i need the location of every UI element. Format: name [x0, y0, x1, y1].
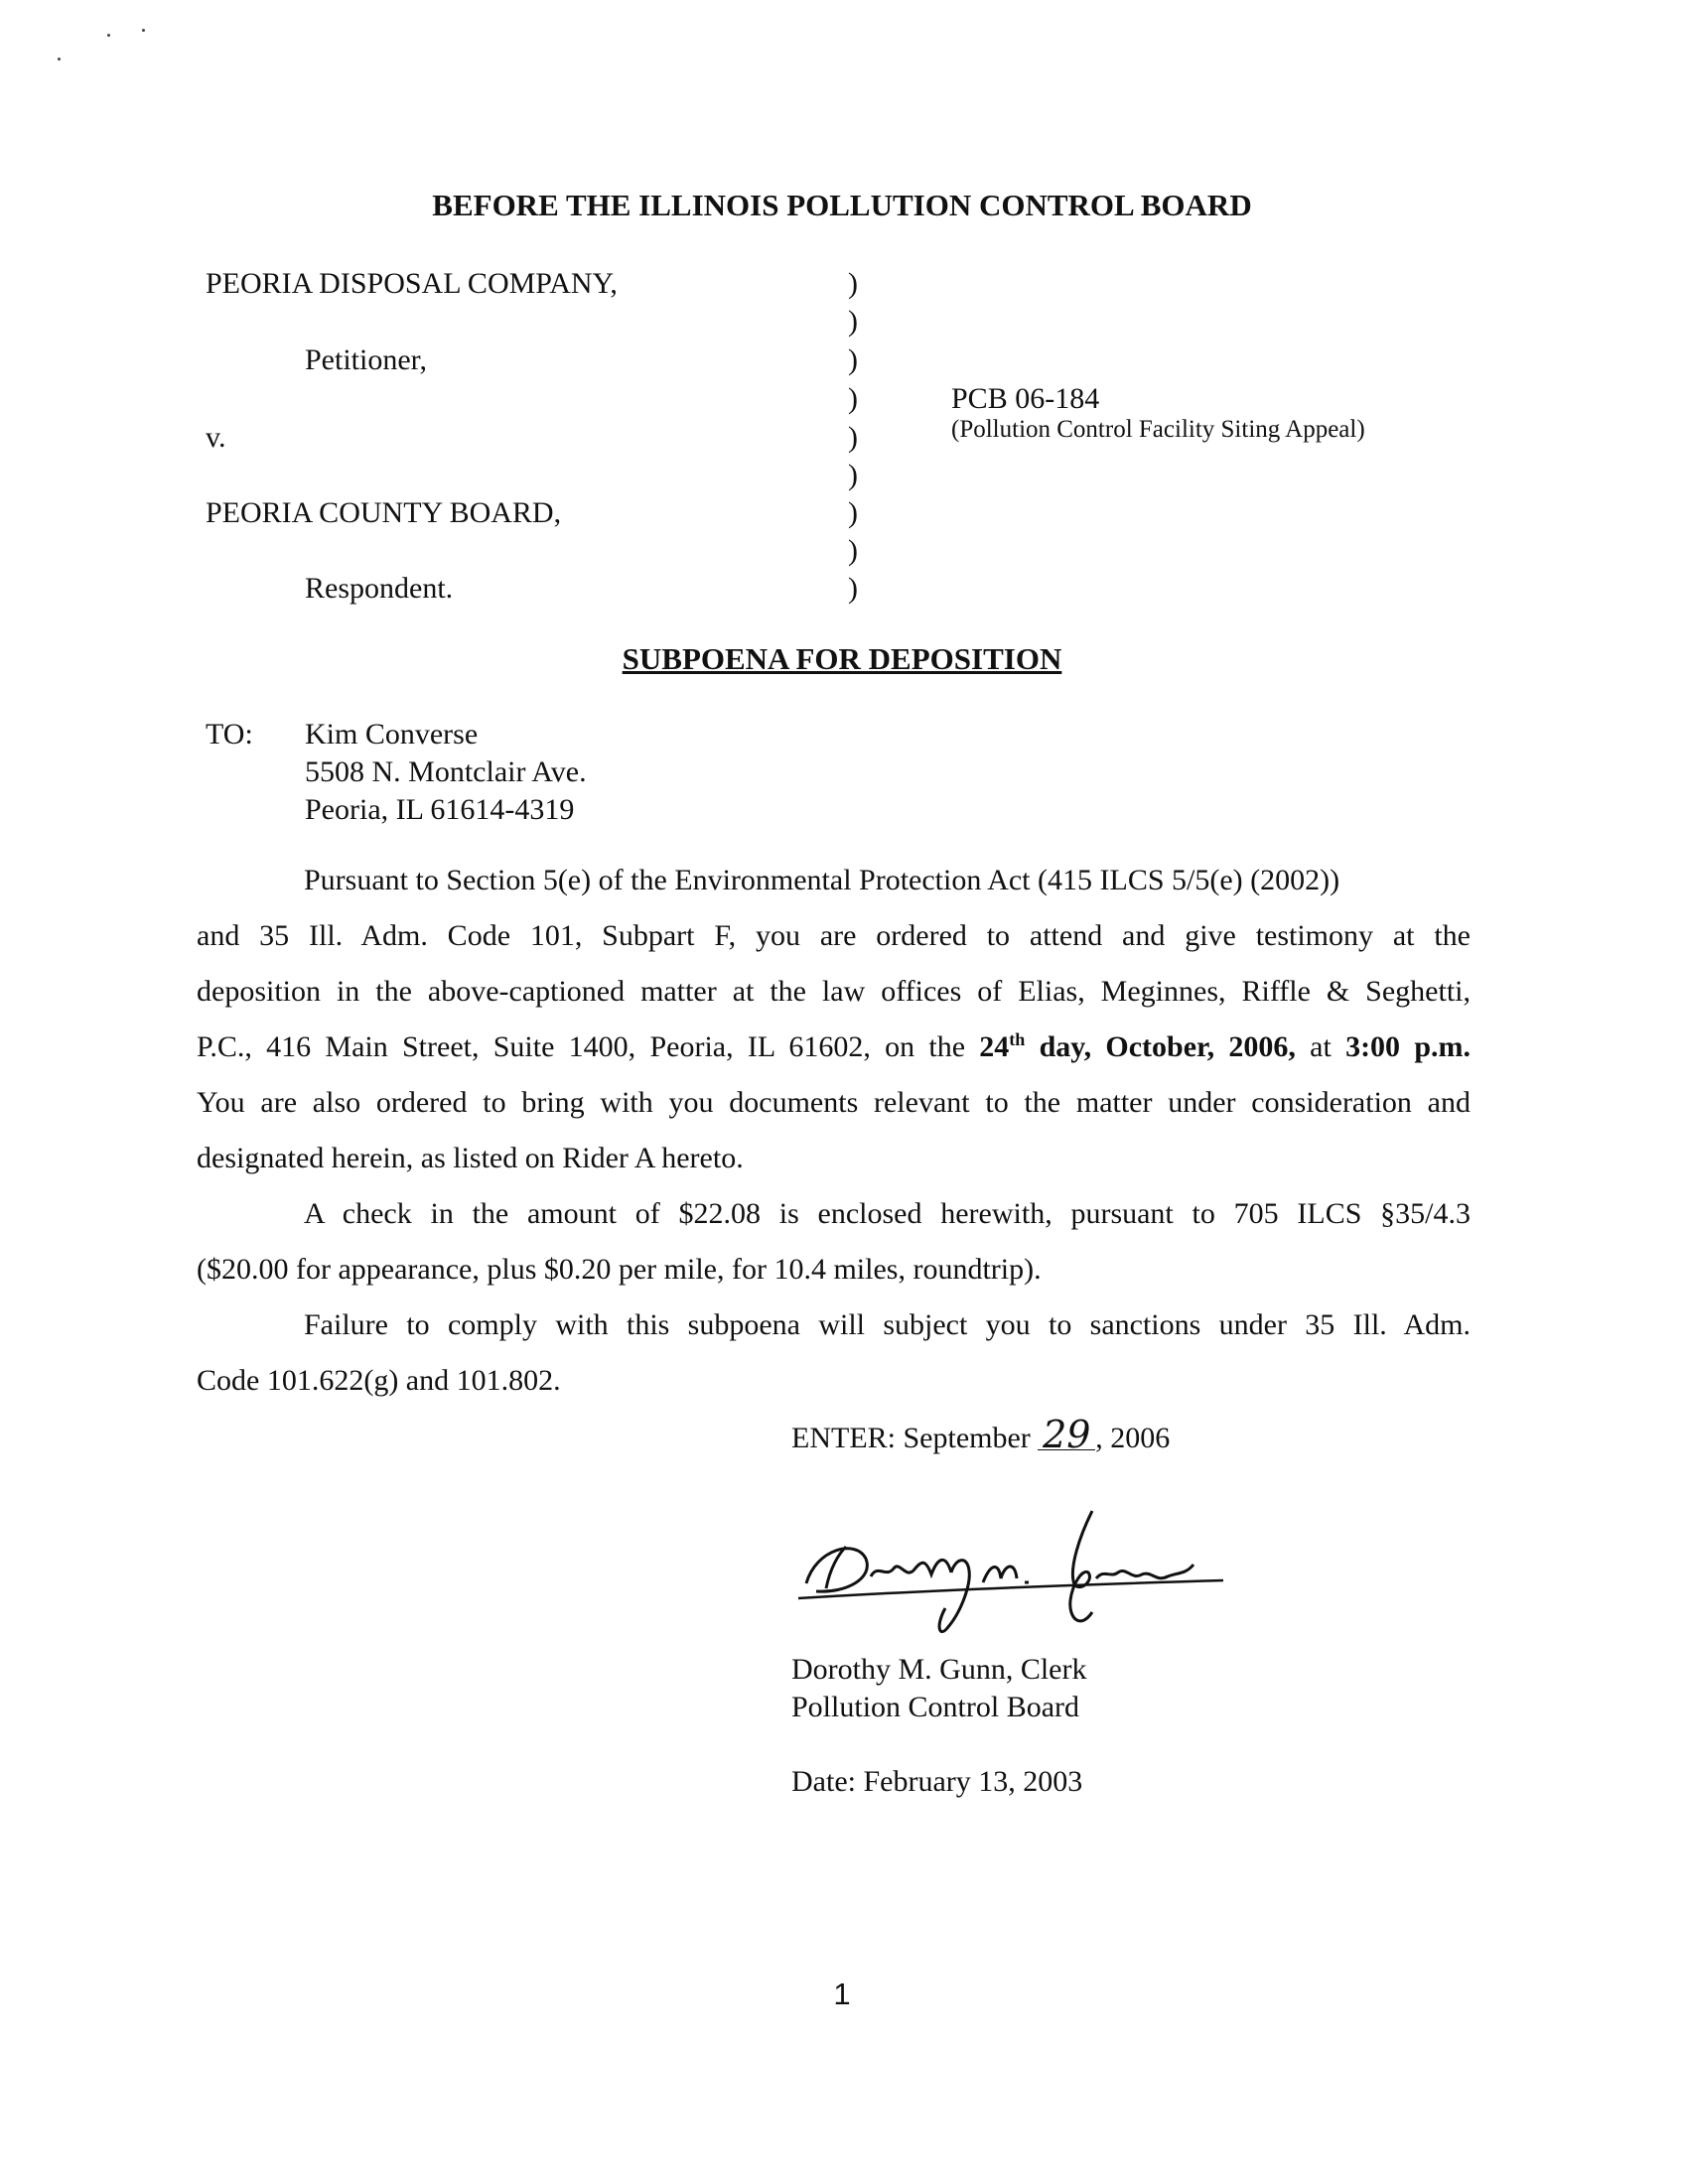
scan-speck [142, 29, 145, 32]
text-run: 24 [979, 1030, 1010, 1063]
superscript: th [1009, 1029, 1026, 1049]
case-type: (Pollution Control Facility Siting Appeal) [951, 416, 1365, 443]
versus: v. [206, 421, 226, 454]
paragraph-line: and 35 Ill. Adm. Code 101, Subpart F, you are ordered to attend and give testimony at the [197, 919, 1471, 952]
page-number: 1 [833, 1977, 851, 2011]
signer-org: Pollution Control Board [791, 1691, 1080, 1723]
recipient-name: Kim Converse [305, 718, 479, 751]
signature [786, 1489, 1233, 1648]
respondent-role: Respondent. [305, 572, 454, 605]
scan-speck [58, 58, 61, 61]
respondent-name: PEORIA COUNTY BOARD, [206, 496, 562, 529]
caption-paren: ) [848, 459, 858, 491]
paragraph-line: A check in the amount of $22.08 is enclosed herewith, pursuant to 705 ILCS §35/4.3 [304, 1197, 1471, 1230]
enter-date [791, 1413, 1171, 1456]
caption-paren: ) [848, 305, 858, 338]
paragraph-line: Pursuant to Section 5(e) of the Environmental Protection Act (415 ILCS 5/5(e) (2002)) [304, 864, 1340, 896]
petitioner-role: Petitioner, [305, 343, 427, 376]
paragraph-line: Failure to comply with this subpoena will subject you to sanctions under 35 Ill. Adm. [304, 1308, 1471, 1341]
case-number: PCB 06-184 [951, 382, 1100, 415]
deposition-day [979, 1030, 1296, 1063]
caption-paren: ) [848, 534, 858, 567]
text-run: at [1295, 1030, 1346, 1063]
text-run: day, October, 2006, [1025, 1030, 1296, 1063]
paragraph-line: designated herein, as listed on Rider A hereto. [197, 1142, 744, 1174]
recipient-city: Peoria, IL 61614-4319 [305, 793, 575, 826]
scan-speck [107, 34, 110, 37]
text-run: P.C., 416 Main Street, Suite 1400, Peoria, IL 61602, on the [197, 1030, 980, 1063]
caption-paren: ) [848, 572, 858, 605]
paragraph-line: You are also ordered to bring with you documents relevant to the matter under consideration and [197, 1086, 1471, 1119]
caption-paren: ) [848, 382, 858, 415]
board-title: BEFORE THE ILLINOIS POLLUTION CONTROL BOARD [432, 188, 1252, 222]
enter-year: , 2006 [1095, 1422, 1171, 1454]
paragraph-line [197, 1020, 1471, 1075]
caption-paren: ) [848, 496, 858, 529]
paragraph-check [197, 1186, 1471, 1297]
to-label: TO: [206, 718, 253, 751]
enter-label: ENTER: September [791, 1422, 1039, 1454]
caption-paren: ) [848, 343, 858, 376]
petitioner-name: PEORIA DISPOSAL COMPANY, [206, 267, 618, 300]
subpoena-heading: SUBPOENA FOR DEPOSITION [622, 641, 1062, 676]
recipient-street: 5508 N. Montclair Ave. [305, 755, 587, 788]
paragraph-line: Code 101.622(g) and 101.802. [197, 1364, 561, 1397]
signer-name: Dorothy M. Gunn, Clerk [791, 1653, 1087, 1686]
caption-paren: ) [848, 267, 858, 300]
paragraph-order [197, 853, 1471, 1186]
caption-paren: ) [848, 421, 858, 454]
deposition-time: 3:00 p.m. [1345, 1030, 1471, 1063]
date-line: Date: February 13, 2003 [791, 1765, 1083, 1798]
paragraph-line: deposition in the above-captioned matter at the law offices of Elias, Meginnes, Riffle & Seghetti, [197, 975, 1471, 1008]
paragraph-sanctions [197, 1297, 1471, 1409]
paragraph-line: ($20.00 for appearance, plus $0.20 per mile, for 10.4 miles, roundtrip). [197, 1253, 1042, 1286]
enter-day-handwritten: 29 [1038, 1420, 1095, 1450]
